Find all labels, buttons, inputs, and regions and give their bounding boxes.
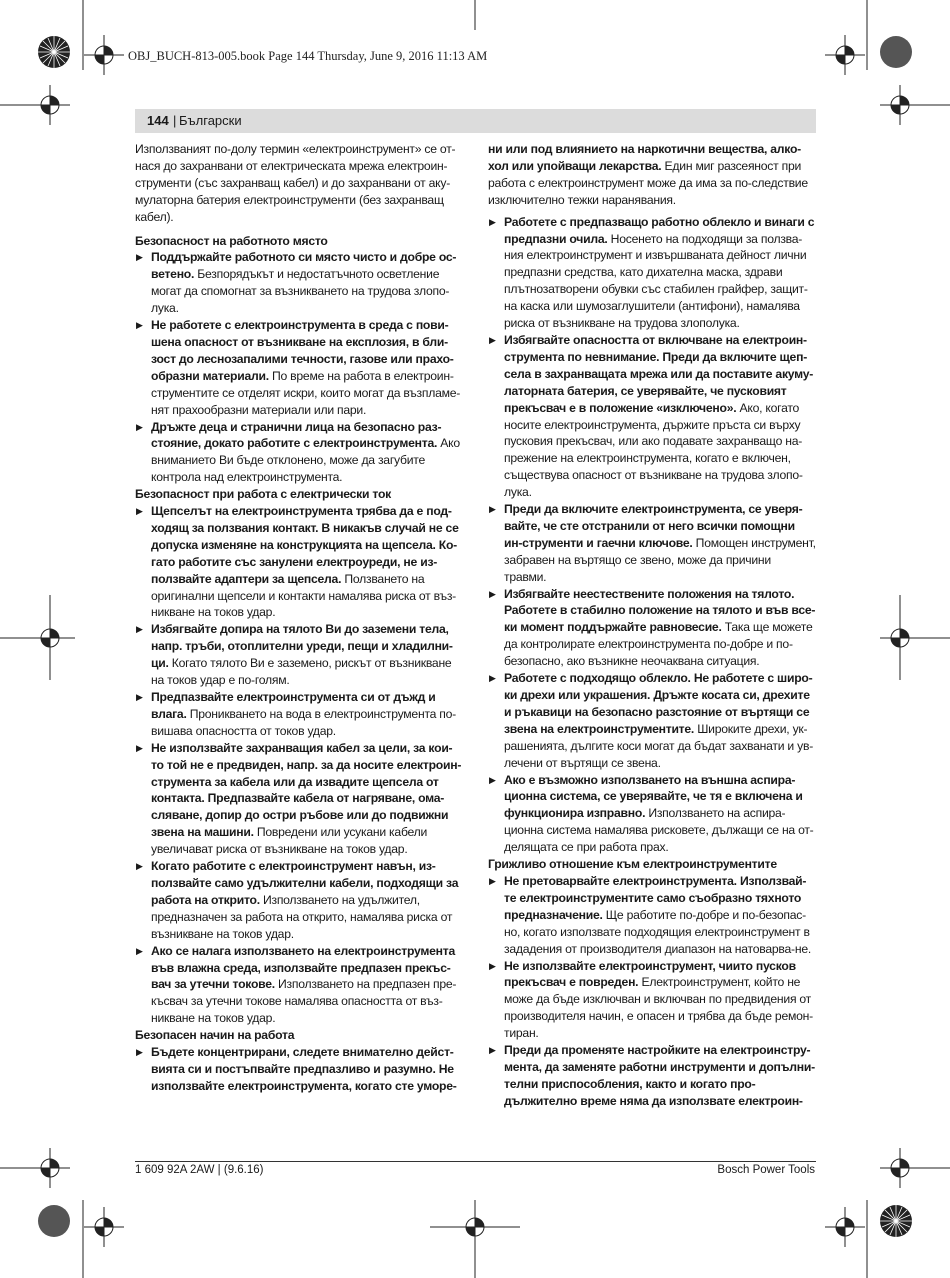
list-item: ▶ Бъдете концентрирани, следете внимателно дейст-вията си и постъпвайте предпазливо и разумно. Не използвайте електроинструмента, когато сте уморе- [135,1044,465,1095]
list-item: ▶ Ако е възможно използването на външна аспира-ционна система, се уверявайте, че тя е включена и функционира изправно. Използването на аспира-ционна система намалява рисковете, дължащи се на от-делящата се при работа прах. [488,772,816,857]
print-slug: OBJ_BUCH-813-005.book Page 144 Thursday, June 9, 2016 11:13 AM [128,49,488,63]
section-heading-personal-safety: Безопасен начин на работа [135,1028,295,1043]
header-separator: | [173,113,177,128]
page-number: 144 [147,113,169,128]
left-column [135,141,465,1095]
list-item: ▶ Не използвайте захранващия кабел за цели, за кои-то той не е предвиден, напр. за да носите електроин-струмента за кабела или да извадите щепсела от контакта. Предпазвайте кабела от нагряване, ома-сляване, допир до остри ръбове или до подвижни звена на машини. Повредени или усукани кабели увеличават риска от възникване на токов удар. [135,740,465,858]
list-item: ▶ Не използвайте електроинструмент, чиито пусков прекъсвач е повреден. Електроинструмент, който не може да бъде изключван и включван по предвидения от производителя начин, е опасен и трябва да бъде ремон-тиран. [488,958,816,1043]
section-heading-workplace: Безопасност на работното място [135,233,328,248]
gray-disc-bl [38,1205,70,1237]
right-column [488,141,816,1110]
list-item: ▶ Избягвайте неестествените положения на тялото. Работете в стабилно положение на тялото и във все-ки момент поддържайте равновесие. Така ще можете да контролирате електроинструмента по-добре и по-безопасно, ако възникне неочаквана ситуация. [488,586,816,671]
list-item: ▶ Избягвайте допира на тялото Ви до заземени тела, напр. тръби, отоплителни уреди, пещи и хладилни-ци. Когато тялото Ви е заземено, рискът от възникване на токов удар е по-голям. [135,621,465,689]
list-item: ▶ Ако се налага използването на електроинструмента във влажна среда, използвайте предпазен прекъс-вач за утечни токове. Използването на предпазен пре-късвач за утечни токове намалява опасността от въз-никване на токов удар. [135,943,465,1028]
list-item: ▶ Щепселът на електроинструмента трябва да е под-ходящ за ползвания контакт. В никакъв случай не се допуска изменяне на конструкцията на щепсела. Ко-гато работите със занулени електроуреди, не из-ползвайте адаптери за щепсела. Ползването на оригинални щепсели и контакти намалява риска от въз-никване на токов удар. [135,503,465,621]
list-item: ▶ Преди да включите електроинструмента, се уверя-вайте, че сте отстранили от него всички помощни ин-струменти и гаечни ключове. Помощен инструмент, забравен на въртящо се звено, може да причини травми. [488,501,816,586]
intro-paragraph: Използваният по-долу термин «електроинструмент» се от-нася до захранвани от електрическата мрежа електроин-струменти (със захранващ кабел) и до захранвани от аку-мулаторна батерия електроинструменти (без захранващ кабел). [135,142,456,224]
list-item: ▶ Предпазвайте електроинструмента си от дъжд и влага. Проникването на вода в електроинструмента по-вишава опасността от токов удар. [135,689,465,740]
list-item: ▶ Работете с предпазващо работно облекло и винаги с предпазни очила. Носенето на подходящи за ползва-ния електроинструмент и извършваната дейност лични предпазни средства, като дихателна маска, здрави плътнозатворени обувки със стабилен грайфер, защит-на каска или шумозаглушители (антифони), намалява риска от възникване на трудова злополука. [488,214,816,332]
gray-disc-tr [880,36,912,68]
header-language: Български [179,113,242,128]
footer-rule [135,1161,816,1162]
list-item: ▶ Дръжте деца и странични лица на безопасно раз-стояние, докато работите с електроинструмента. Ако вниманието Ви бъде отклонено, може да загубите контрола над електроинструмента. [135,419,465,487]
list-item: ▶ Не претоварвайте електроинструмента. Използвай-те електроинструментите само съобразно тяхното предназначение. Ще работите по-добре и по-безопас-но, когато използвате подходящия електроинструмент в зададения от производителя диапазон на натоварва-не. [488,873,816,958]
section-heading-tool-care: Грижливо отношение към електроинструментите [488,857,777,872]
list-item: ▶ Преди да променяте настройките на електроинстру-мента, да заменяте работни инструменти и допълни-телни приспособления, както и когато про-дължително време няма да използвате електроин- [488,1042,816,1110]
starburst-br [880,1205,912,1237]
continuation-paragraph: ни или под влиянието на наркотични вещества, алко-хол или упойващи лекарства. Един миг разсеяност при работа с електроинструмент може да има за по-следствие изключително тежки наранявания. [488,142,808,207]
section-heading-electrical: Безопасност при работа с електрически ток [135,487,391,502]
list-item: ▶ Не работете с електроинструмента в среда с пови-шена опасност от възникване на експлозия, в бли-зост до леснозапалими течности, газове или прахо-образни материали. По време на работа в електроин-струментите се отделят искри, които могат да възпламе-нят прахообразни материали или пари. [135,317,465,418]
starburst-tl [38,36,70,68]
list-item: ▶ Работете с подходящо облекло. Не работете с широ-ки дрехи или украшения. Дръжте косата си, дрехите и ръкавици на безопасно разстояние от въртящи се звена на електроинструментите. Широките дрехи, ук-рашенията, дългите коси могат да бъдат захванати и ув-лечени от въртящи се звена. [488,670,816,771]
list-item: ▶ Когато работите с електроинструмент навън, из-ползвайте само удължителни кабели, подходящи за работа на открито. Използването на удължител, предназначен за работа на открито, намалява риска от възникване на токов удар. [135,858,465,943]
footer-doc-code: 1 609 92A 2AW | (9.6.16) [135,1164,264,1176]
list-item: ▶ Избягвайте опасността от включване на електроин-струмента по невнимание. Преди да включите щеп-села в захранващата мрежа или да поставите акуму-латорната батерия, се уверявайте, че пусковият прекъсвач е в положение «изключено». Ако, когато носите електроинструмента, държите пръста си върху пусковия прекъсвач, или ако подавате захранващо на-прежение на електроинструмента, когато е включен, съществува опасност от възникване на трудова злопо-лука. [488,332,816,501]
list-item: ▶ Поддържайте работното си място чисто и добре ос-ветено. Безпорядъкът и недостатъчното осветление могат да спомогнат за възникването на трудова злопо-лука. [135,249,465,317]
footer-brand: Bosch Power Tools [717,1164,815,1176]
